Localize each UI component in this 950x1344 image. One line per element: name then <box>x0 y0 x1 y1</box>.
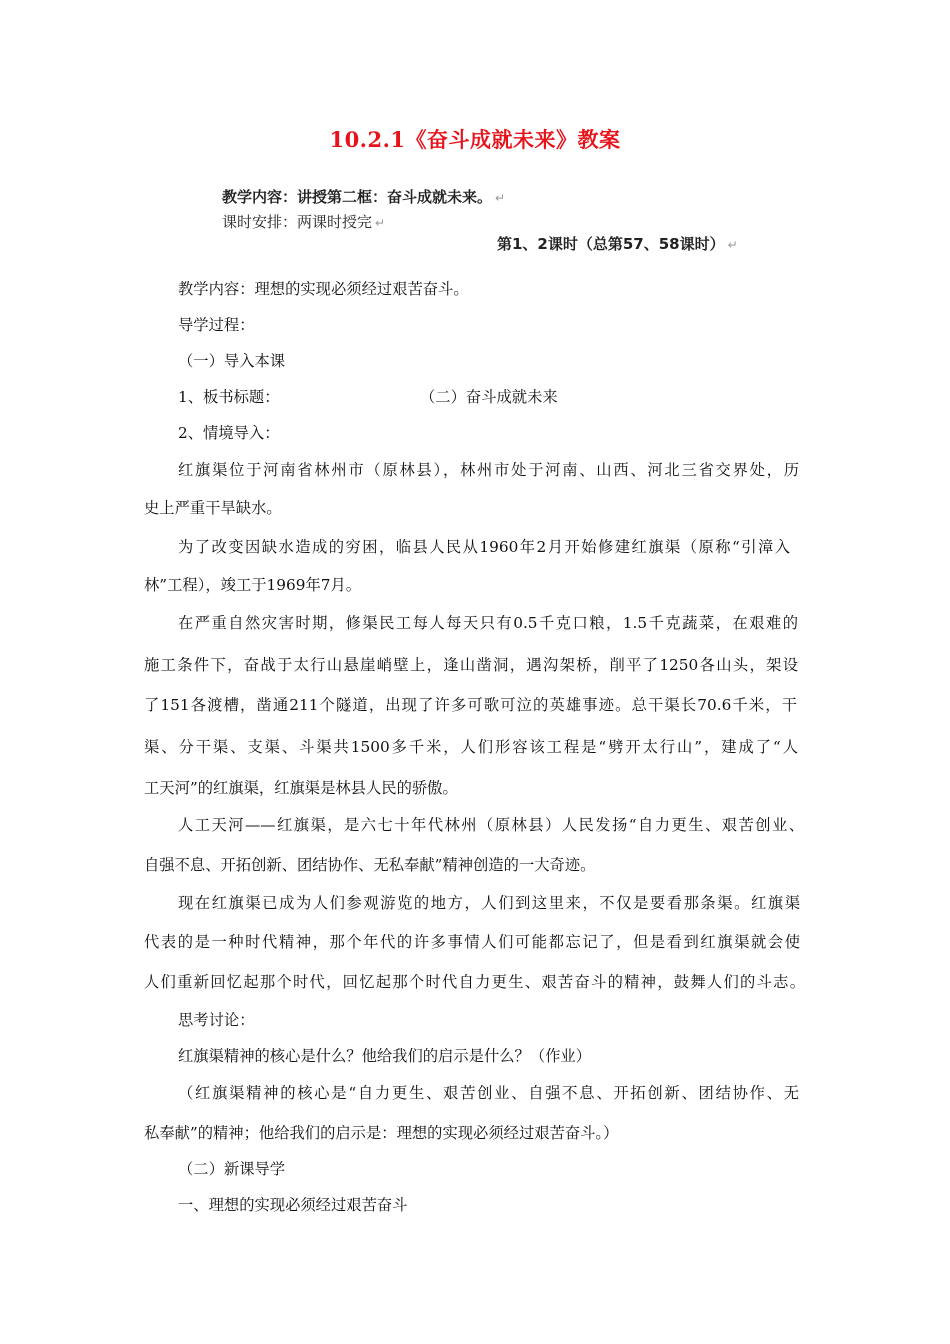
paragraph-line: 为了改变因缺水造成的穷困，临县人民从1960年2月开始修建红旗渠（原称“引漳入 <box>178 538 790 556</box>
item-2-heading: 2、情境导入： <box>178 424 280 442</box>
paragraph-line: 自强不息、开拓创新、团结协作、无私奉献”精神创造的一大奇迹。 <box>144 856 596 874</box>
paragraph-line: 在严重自然灾害时期，修渠民工每人每天只有0.5千克口粮，1.5千克蔬菜，在艰难的 <box>178 614 798 632</box>
header-schedule-line <box>222 211 385 232</box>
point-heading-1: 一、理想的实现必须经过艰苦奋斗 <box>178 1196 408 1214</box>
paragraph-line: 渠、分干渠、支渠、斗渠共1500多千米，人们形容该工程是“劈开太行山”，建成了“人 <box>144 738 798 756</box>
discussion-heading: 思考讨论： <box>178 1011 255 1029</box>
header-content-line <box>222 186 505 207</box>
section-heading-1: （一）导入本课 <box>178 352 286 370</box>
header-period-text: 第1、2课时（总第57、58课时） <box>497 235 725 253</box>
header-period-line <box>497 233 738 254</box>
paragraph-mark-icon: ↵ <box>375 216 386 230</box>
paragraph-line: 了151各渡槽，凿通211个隧道，出现了许多可歌可泣的英雄事迹。总干渠长70.6千米，干 <box>144 696 797 714</box>
paragraph-line: 史上严重干旱缺水。 <box>144 499 282 517</box>
paragraph-line: 代表的是一种时代精神，那个年代的许多事情人们可能都忘记了，但是看到红旗渠就会使 <box>144 933 800 951</box>
paragraph-line: 林”工程），竣工于1969年7月。 <box>144 576 362 594</box>
guide-process-heading: 导学过程： <box>178 316 255 334</box>
paragraph-line: 施工条件下，奋战于太行山悬崖峭壁上，逢山凿洞，遇沟架桥，削平了1250各山头，架设 <box>144 656 798 674</box>
paragraph-line: 工天河”的红旗渠，红旗渠是林县人民的骄傲。 <box>144 779 458 797</box>
paragraph-line: 现在红旗渠已成为人们参观游览的地方，人们到这里来，不仅是要看那条渠。红旗渠 <box>178 894 800 912</box>
document-title: 10.2.1《奋斗成就未来》教案 <box>329 127 621 152</box>
discussion-question: 红旗渠精神的核心是什么？他给我们的启示是什么？（作业） <box>178 1047 592 1065</box>
paragraph-line: 红旗渠位于河南省林州市（原林县），林州市处于河南、山西、河北三省交界处，历 <box>178 461 799 479</box>
paragraph-line: 人们重新回忆起那个时代，回忆起那个时代自力更生、艰苦奋斗的精神，鼓舞人们的斗志。 <box>144 973 805 991</box>
teaching-content: 教学内容：理想的实现必须经过艰苦奋斗。 <box>178 280 469 298</box>
item-1-label: 1、板书标题： <box>178 388 280 406</box>
header-schedule-text: 课时安排：两课时授完 <box>222 213 373 231</box>
paragraph-mark-icon: ↵ <box>727 238 738 252</box>
paragraph-line: 人工天河——红旗渠，是六七十年代林州（原林县）人民发扬“自力更生、艰苦创业、 <box>178 816 804 834</box>
item-1-value: （二）奋斗成就未来 <box>420 388 558 406</box>
paragraph-line: 私奉献”的精神；他给我们的启示是：理想的实现必须经过艰苦奋斗。） <box>144 1124 619 1142</box>
section-heading-2: （二）新课导学 <box>178 1160 286 1178</box>
header-content-text: 教学内容：讲授第二框：奋斗成就未来。 <box>222 188 493 206</box>
paragraph-line: （红旗渠精神的核心是“自力更生、艰苦创业、自强不息、开拓创新、团结协作、无 <box>178 1084 799 1102</box>
paragraph-mark-icon: ↵ <box>495 191 506 205</box>
